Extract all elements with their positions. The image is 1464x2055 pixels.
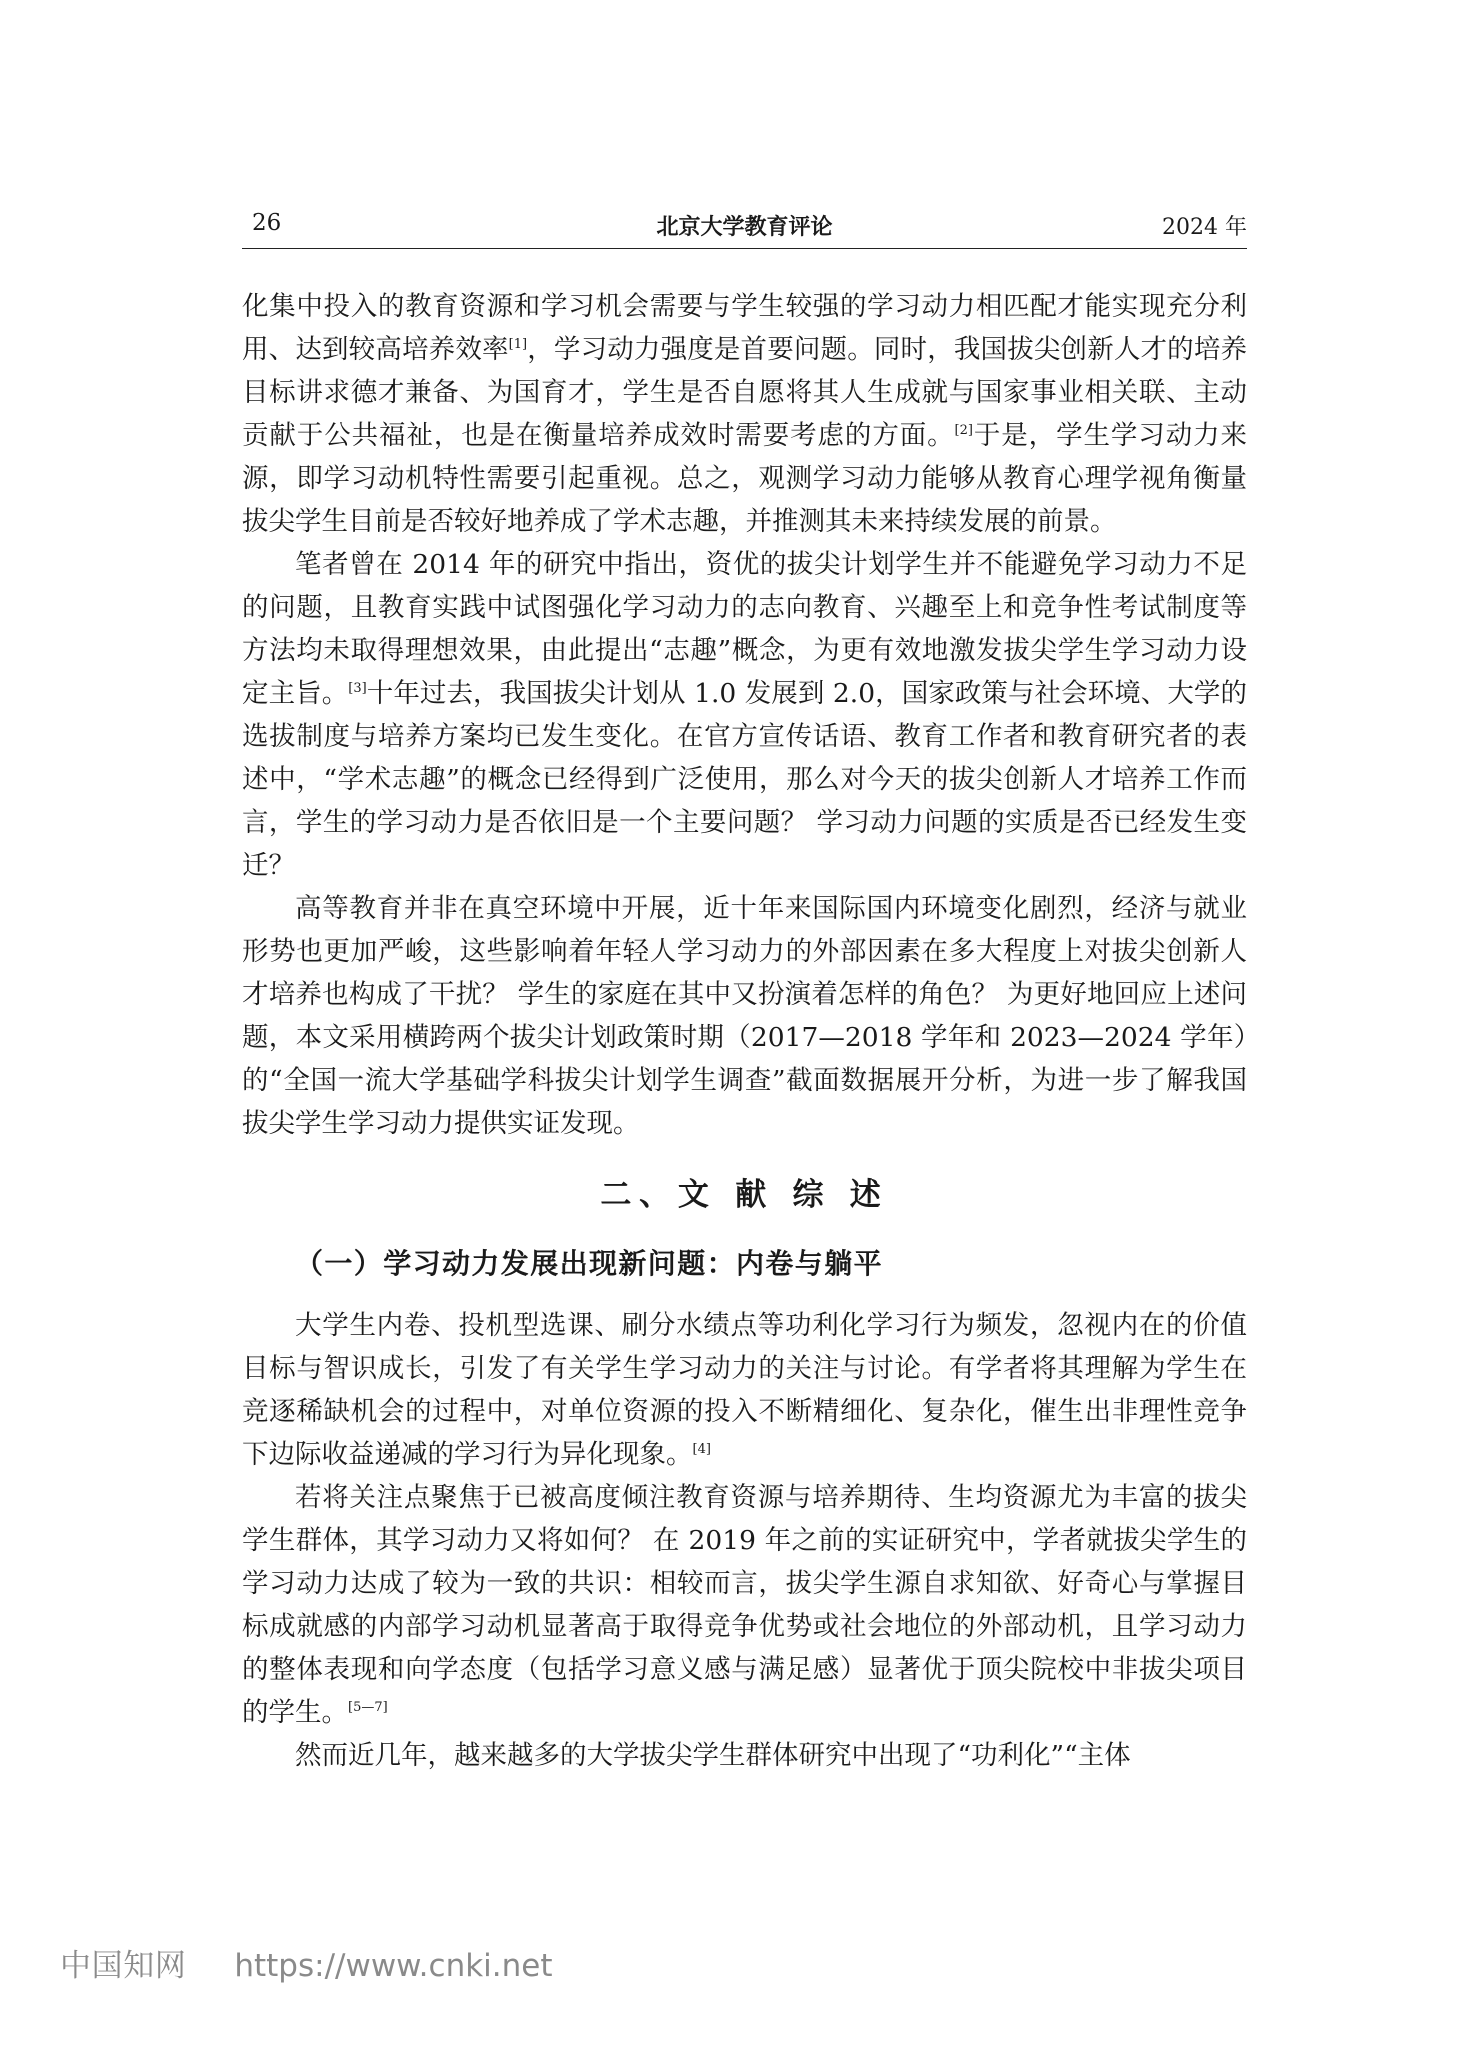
citation[interactable]: [3] xyxy=(348,681,367,697)
paragraph-4: 大学生内卷、投机型选课、刷分水绩点等功利化学习行为频发，忽视内在的价值目标与智识成长，引发了有关学生学习动力的关注与讨论。有学者将其理解为学生在竞逐稀缺机会的过程中，对单位资源的投入不断精细化、复杂化，催生出非理性竞争下边际收益递减的学习行为异化现象。[4] xyxy=(242,1310,1247,1470)
cnki-logo: 中国知网 xyxy=(60,1948,187,1984)
paragraph-1: 化集中投入的教育资源和学习机会需要与学生较强的学习动力相匹配才能实现充分利用、达到较高培养效率[1]，学习动力强度是首要问题。同时，我国拔尖创新人才的培养目标讲求德才兼备、为国育才，学生是否自愿将其人生成就与国家事业相关联、主动贡献于公共福祉，也是在衡量培养成效时需要考虑的方面。[2]于是，学生学习动力来源，即学习动机特性需要引起重视。总之，观测学习动力能够从教育心理学视角衡量拔尖学生目前是否较好地养成了学术志趣，并推测其未来持续发展的前景。 xyxy=(242,291,1248,537)
citation[interactable]: [1] xyxy=(508,337,528,353)
journal-year: 2024 年 xyxy=(1162,215,1247,240)
subsection-heading: （一）学习动力发展出现新问题：内卷与躺平 xyxy=(295,1247,884,1280)
paragraph-3: 高等教育并非在真空环境中开展，近十年来国际国内环境变化剧烈，经济与就业形势也更加严峻，这些影响着年轻人学习动力的外部因素在多大程度上对拔尖创新人才培养也构成了干扰？ 学生的家庭在其中又扮演着怎样的角色？ 为更好地回应上述问题，本文采用横跨两个拔尖计划政策时期（2017—2018 学年和 2023—2024 学年）的“全国一流大学基础学科拔尖计划学生调查”截面数据展开分析，为进一步了解我国拔尖学生学习动力提供实证发现。 xyxy=(242,893,1247,1139)
citation[interactable]: [5—7] xyxy=(348,1700,388,1716)
citation[interactable]: [4] xyxy=(692,1442,711,1458)
section-heading: 二、文 献 综 述 xyxy=(600,1177,889,1213)
article-body xyxy=(242,285,1247,1777)
page-number: 26 xyxy=(252,210,282,236)
paragraph-5: 若将关注点聚焦于已被高度倾注教育资源与培养期待、生均资源尤为丰富的拔尖学生群体，其学习动力又将如何？ 在 2019 年之前的实证研究中，学者就拔尖学生的学习动力达成了较为一致的共识：相较而言，拔尖学生源自求知欲、好奇心与掌握目标成就感的内部学习动机显著高于取得竞争优势或社会地位的外部动机，且学习动力的整体表现和向学态度（包括学习意义感与满足感）显著优于顶尖院校中非拔尖项目的学生。[5—7] xyxy=(242,1482,1247,1728)
cnki-watermark xyxy=(60,1940,553,1985)
running-header xyxy=(242,204,1247,249)
journal-title: 北京大学教育评论 xyxy=(656,215,833,240)
paragraph-6: 然而近几年，越来越多的大学拔尖学生群体研究中出现了“功利化”“主体 xyxy=(295,1740,1131,1771)
paragraph-2: 笔者曾在 2014 年的研究中指出，资优的拔尖计划学生并不能避免学习动力不足的问题，且教育实践中试图强化学习动力的志向教育、兴趣至上和竞争性考试制度等方法均未取得理想效果，由此提出“志趣”概念，为更有效地激发拔尖学生学习动力设定主旨。[3]十年过去，我国拔尖计划从 1.0 发展到 2.0，国家政策与社会环境、大学的选拔制度与培养方案均已发生变化。在官方宣传话语、教育工作者和教育研究者的表述中，“学术志趣”的概念已经得到广泛使用，那么对今天的拔尖创新人才培养工作而言，学生的学习动力是否依旧是一个主要问题？ 学习动力问题的实质是否已经发生变迁？ xyxy=(242,549,1248,881)
citation[interactable]: [2] xyxy=(954,423,973,439)
cnki-url[interactable]: https://www.cnki.net xyxy=(234,1948,553,1984)
